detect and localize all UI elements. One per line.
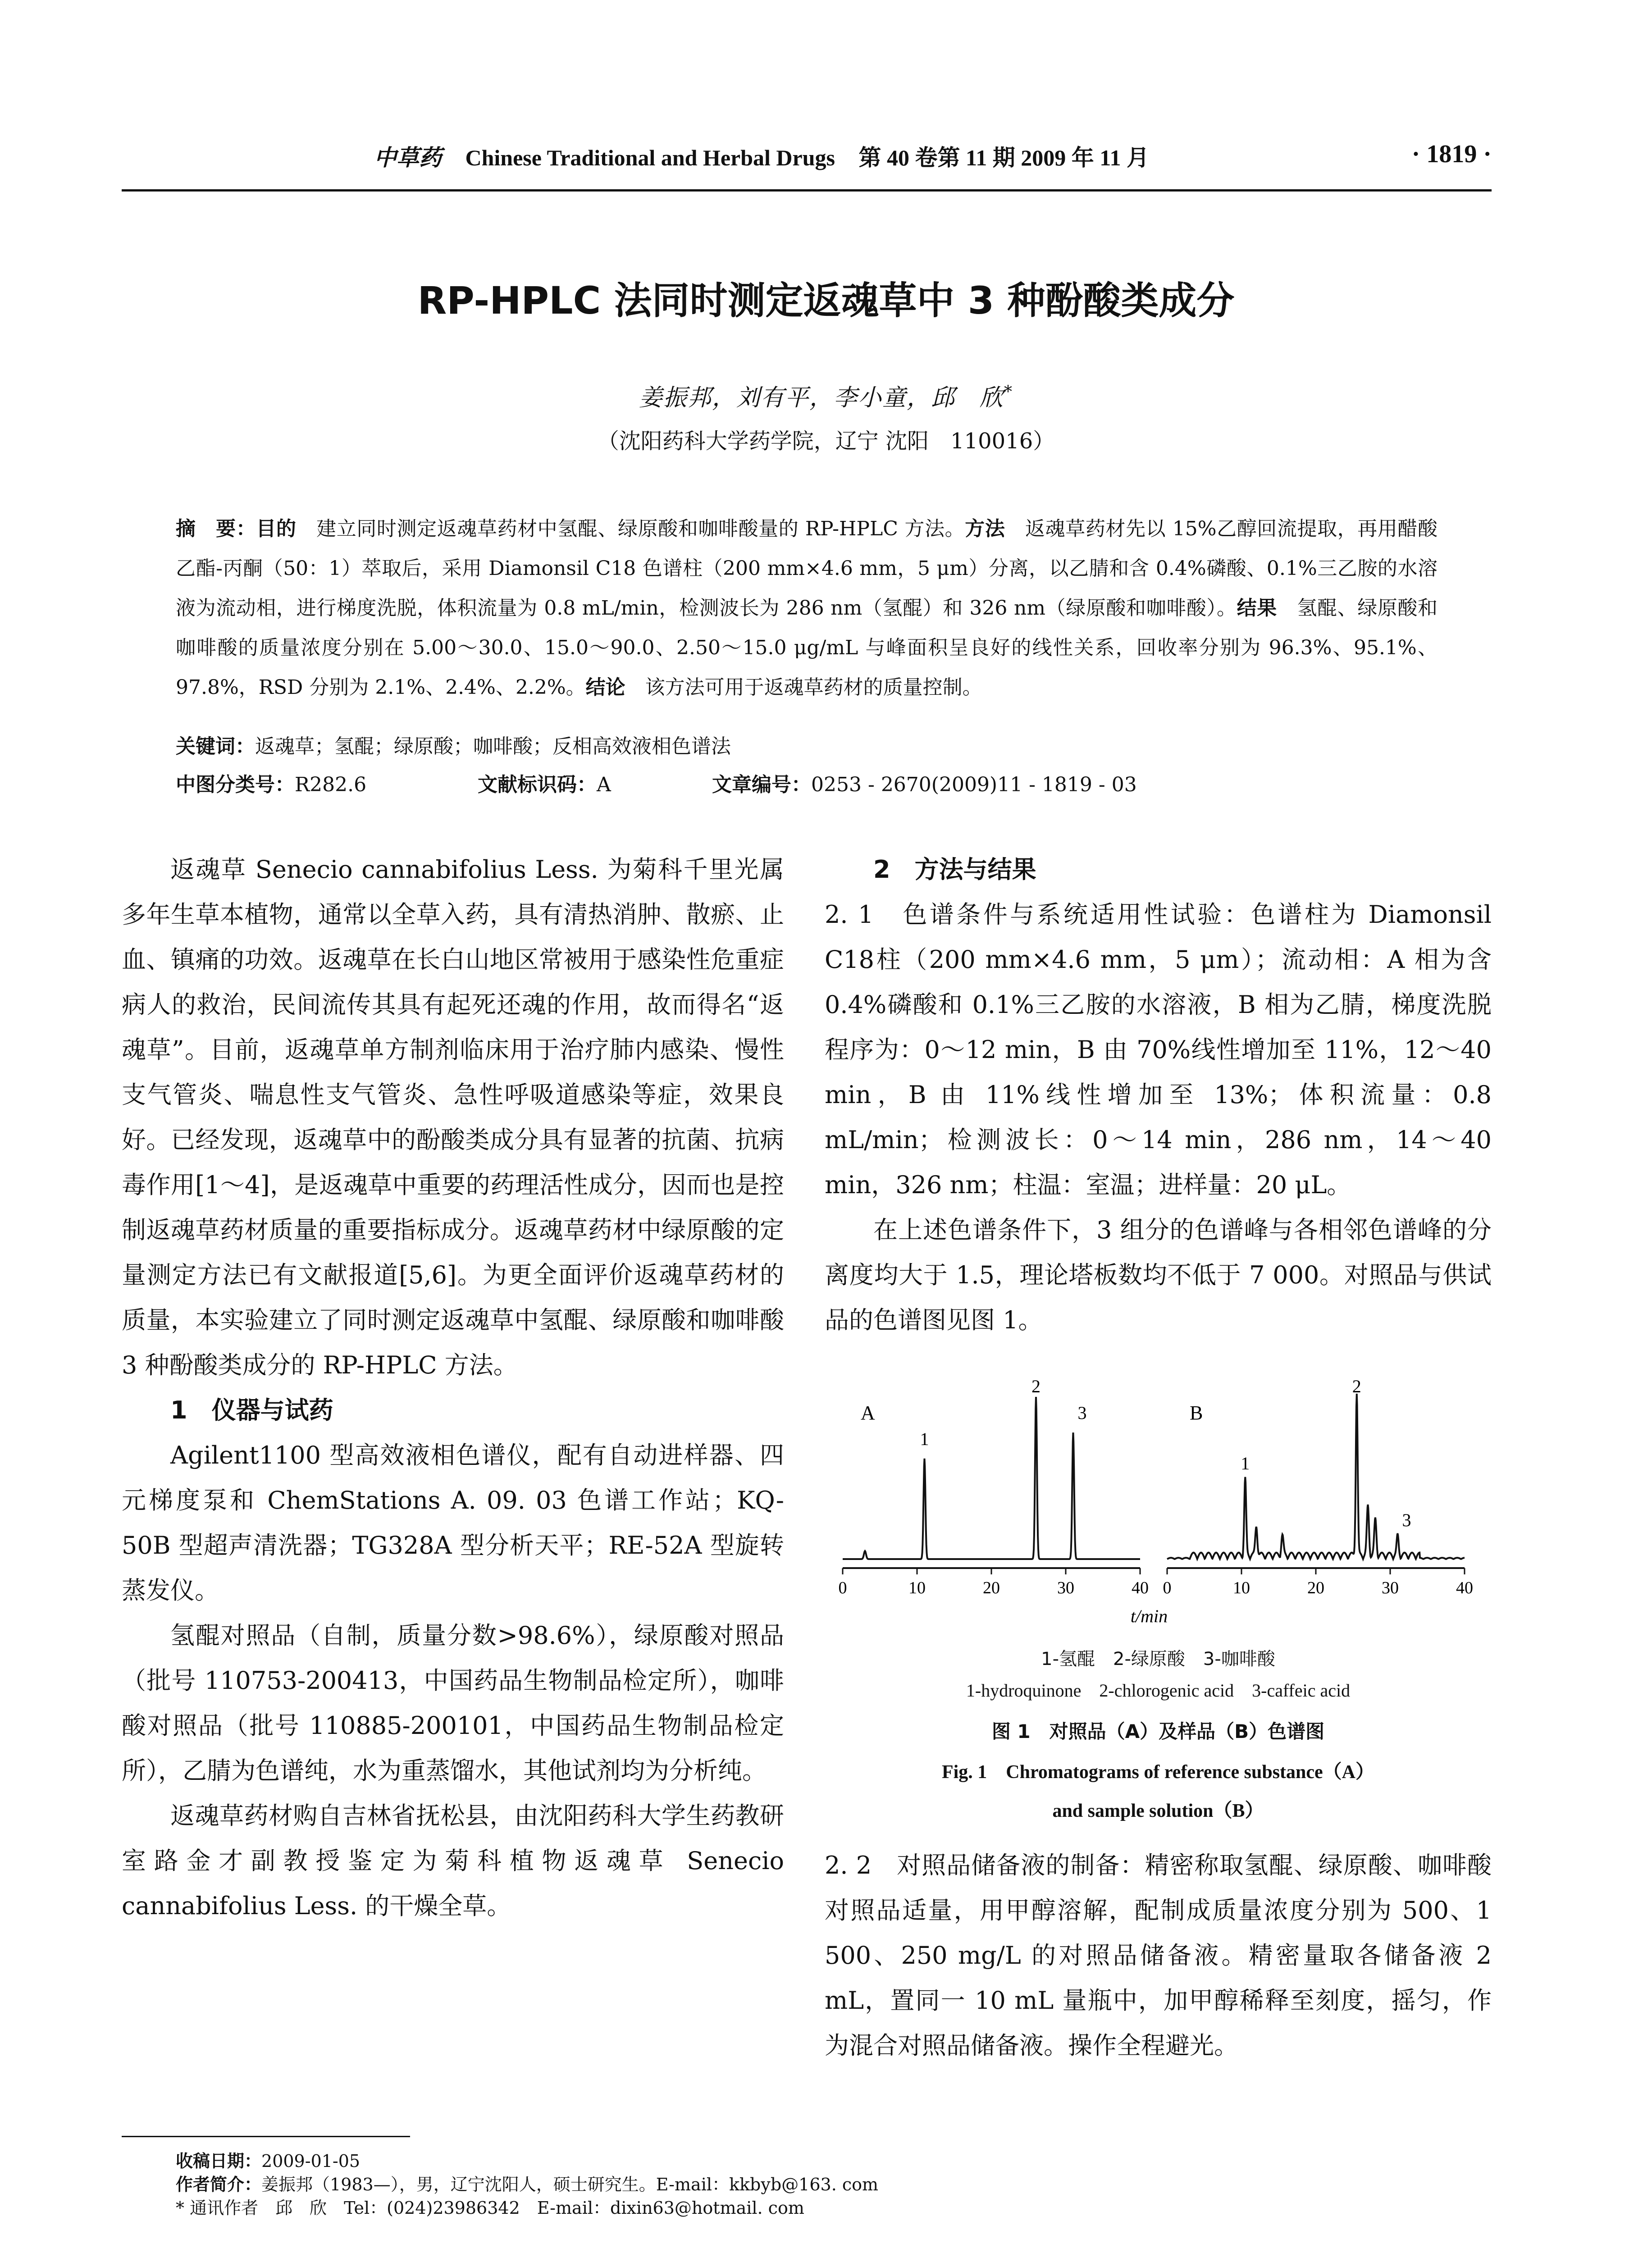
keywords-text: 返魂草；氢醌；绿原酸；咖啡酸；反相高效液相色谱法 [255,735,731,758]
keywords [176,730,1438,759]
result-text: 氢醌、绿原酸和咖啡酸的质量浓度分别在 5.00～30.0、15.0～90.0、2.50～15.0 μg/mL 与峰面积呈良好的线性关系，回收率分别为 96.3%、95.1%、97.8%，RSD 分别为 2.1%、2.4%、2.2%。 [176,597,1438,699]
peak-label: 3 [1077,1403,1087,1423]
axis-tick-label: 10 [1233,1578,1250,1597]
doc-code-label: 文献标识码： [478,773,597,796]
corr-label: * 通讯作者 邱 欣 [176,2198,327,2218]
doc-code-value: A [597,773,611,796]
panel-a-ticks [839,1568,1149,1597]
journal-name-en: Chinese Traditional and Herbal Drugs [465,145,835,170]
abstract [176,509,1438,707]
article-no-label: 文章编号： [712,773,811,796]
peak-label: 3 [1402,1510,1411,1530]
section-2-1-paragraph: 2. 1 色谱条件与系统适用性试验：色谱柱为 Diamonsil C18柱（200 mm×4.6 mm，5 μm）；流动相：A 相为含 0.4%磷酸和 0.1%三乙胺的水溶液，B 相为乙腈，梯度洗脱程序为：0～12 min，B 由 70%线性增加至 11%，12～40 min，B 由 11%线性增加至 13%；体积流量：0.8 mL/min；检测波长：0～14 min，286 nm，14～40 min，326 nm；柱温：室温；进样量：20 μL。 [825,900,1492,1199]
trace-a [843,1397,1140,1559]
figure-1 [825,1370,1492,1820]
journal-name-cn: 中草药 [374,145,442,170]
figure-caption-en-line2: and sample solution（B） [1052,1801,1264,1821]
clc-value: R282.6 [295,773,367,796]
figure-caption-cn: 图 1 对照品（A）及样品（B）色谱图 [991,1720,1325,1742]
reagents-paragraph: 氢醌对照品（自制，质量分数>98.6%），绿原酸对照品（批号 110753-200413，中国药品生物制品检定所），咖啡酸对照品（批号 110885-200101，中国药品生物制品检定所），乙腈为色谱纯，水为重蒸馏水，其他试剂均为分析纯。 [122,1621,784,1785]
received-label: 收稿日期： [176,2151,262,2171]
panel-b [1163,1376,1474,1597]
peak-label: 2 [1031,1376,1040,1396]
peak-label: 1 [1241,1453,1250,1473]
abstract-label: 摘 要： [176,517,256,540]
figure-legend-cn: 1-氢醌 2-绿原酸 3-咖啡酸 [1041,1649,1275,1669]
authors [0,379,1652,412]
method-label: 方法 [965,517,1005,540]
header-rule [122,189,1492,192]
footnote-rule [122,2136,410,2137]
issue-info: 第 40 卷第 11 期 2009 年 11 月 [858,145,1149,170]
axis-tick-label: 20 [1307,1578,1324,1597]
panel-b-label: B [1190,1402,1203,1424]
section-2-2-paragraph: 2. 2 对照品储备液的制备：精密称取氢醌、绿原酸、咖啡酸对照品适量，用甲醇溶解，配制成质量浓度分别为 500、1 500、250 mg/L 的对照品储备液。精密量取各储备液 2 mL，置同一 10 mL 量瓶中，加甲醇稀释至刻度，摇匀，作为混合对照品储备液。操作全程避光。 [825,1851,1492,2060]
method-text: 返魂草药材先以 15%乙醇回流提取，再用醋酸乙酯-丙酮（50：1）萃取后，采用 Diamonsil C18 色谱柱（200 mm×4.6 mm，5 μm）分离，以乙腈和含 0.4%磷酸、0.1%三乙胺的水溶液为流动相，进行梯度洗脱，体积流量为 0.8 mL/min，检测波长为 286 nm（氢醌）和 326 nm（绿原酸和咖啡酸）。 [176,517,1438,620]
right-column-lower [825,1843,1492,2068]
objective-label: 目的 [256,517,297,540]
intro-paragraph: 返魂草 Senecio cannabifolius Less. 为菊科千里光属多年生草本植物，通常以全草入药，具有清热消肿、散瘀、止血、镇痛的功效。返魂草在长白山地区常被用于感染性危重症病人的救治，民间流传其具有起死还魂的作用，故而得名“返魂草”。目前，返魂草单方制剂临床用于治疗肺内感染、慢性支气管炎、喘息性支气管炎、急性呼吸道感染等症，效果良好。已经发现，返魂草中的酚酸类成分具有显著的抗菌、抗病毒作用[1～4]，是返魂草中重要的药理活性成分，因而也是控制返魂草药材质量的重要指标成分。返魂草药材中绿原酸的定量测定方法已有文献报道[5,6]。为更全面评价返魂草药材的质量，本实验建立了同时测定返魂草中氢醌、绿原酸和咖啡酸 3 种酚酸类成分的 RP-HPLC 方法。 [122,855,784,1379]
article-title: RP-HPLC 法同时测定返魂草中 3 种酚酸类成分 [417,278,1235,323]
axis-tick-label: 40 [1132,1578,1149,1597]
axis-tick-label: 0 [1163,1578,1172,1597]
corresponding-author [176,2196,1257,2220]
objective-text: 建立同时测定返魂草药材中氢醌、绿原酸和咖啡酸量的 RP-HPLC 方法。 [316,517,965,540]
figure-caption-en [879,1753,1438,1830]
classification-line [176,768,1438,797]
section-1-heading: 1 仪器与试药 [170,1396,333,1424]
section-2-1b-paragraph: 在上述色谱条件下，3 组分的色谱峰与各相邻色谱峰的分离度均大于 1.5，理论塔板数均不低于 7 000。对照品与供试品的色谱图见图 1。 [825,1216,1492,1334]
trace-b [1167,1394,1465,1559]
bio-text: 姜振邦（1983—），男，辽宁沈阳人，硕士研究生。E-mail：kkbyb@163. com [261,2175,879,2194]
result-label: 结果 [1237,597,1277,620]
author-names: 姜振邦，刘有平，李小童，邱 欣 [639,384,1004,411]
journal-info [374,140,1149,172]
axis-tick-label: 30 [1057,1578,1074,1597]
panel-b-ticks [1163,1568,1474,1597]
corr-contact: Tel：(024)23986342 E-mail：dixin63@hotmail. com [344,2198,804,2218]
received-date [176,2149,1257,2173]
panel-b-peak-labels [1241,1376,1411,1530]
right-column [825,847,1492,1343]
conclusion-label: 结论 [585,676,625,699]
left-column [122,847,784,1929]
section-2-heading: 2 方法与结果 [873,855,1036,884]
axis-tick-label: 40 [1456,1578,1473,1597]
figure-legend-en: 1-hydroquinone 2-chlorogenic acid 3-caffeic acid [966,1680,1351,1701]
clc-label: 中图分类号： [176,773,295,796]
peak-label: 2 [1352,1376,1361,1396]
panel-a [839,1376,1149,1597]
figure-caption-en-line1: Fig. 1 Chromatograms of reference substance（A） [941,1762,1374,1783]
axis-tick-label: 30 [1382,1578,1399,1597]
article-no-value: 0253 - 2670(2009)11 - 1819 - 03 [811,773,1137,796]
chromatogram-figure [825,1370,1492,1640]
page-number: · 1819 · [1411,140,1492,168]
axis-tick-label: 10 [908,1578,926,1597]
peak-label: 1 [920,1428,929,1449]
bio-label: 作者简介： [176,2175,262,2194]
panel-a-peak-labels [920,1376,1087,1449]
panel-a-label: A [861,1402,875,1424]
x-axis-label: t/min [1130,1606,1168,1626]
keywords-label: 关键词： [176,735,255,758]
herb-source-paragraph: 返魂草药材购自吉林省抚松县，由沈阳药科大学生药教研室路金才副教授鉴定为菊科植物返魂草 Senecio cannabifolius Less. 的干燥全草。 [122,1801,784,1920]
affiliation: （沈阳药科大学药学院，辽宁 沈阳 110016） [597,429,1055,454]
received-value: 2009-01-05 [261,2151,361,2171]
conclusion-text: 该方法可用于返魂草药材的质量控制。 [645,676,982,699]
footnotes [176,2149,1257,2220]
axis-tick-label: 20 [983,1578,1000,1597]
running-header [122,140,1492,180]
corresponding-mark: * [1004,383,1013,401]
axis-tick-label: 0 [838,1578,847,1597]
instruments-paragraph: Agilent1100 型高效液相色谱仪，配有自动进样器、四元梯度泵和 ChemStations A. 09. 03 色谱工作站；KQ-50B 型超声清洗器；TG328A 型分析天平；RE-52A 型旋转蒸发仪。 [122,1441,784,1605]
author-bio [176,2173,1257,2196]
